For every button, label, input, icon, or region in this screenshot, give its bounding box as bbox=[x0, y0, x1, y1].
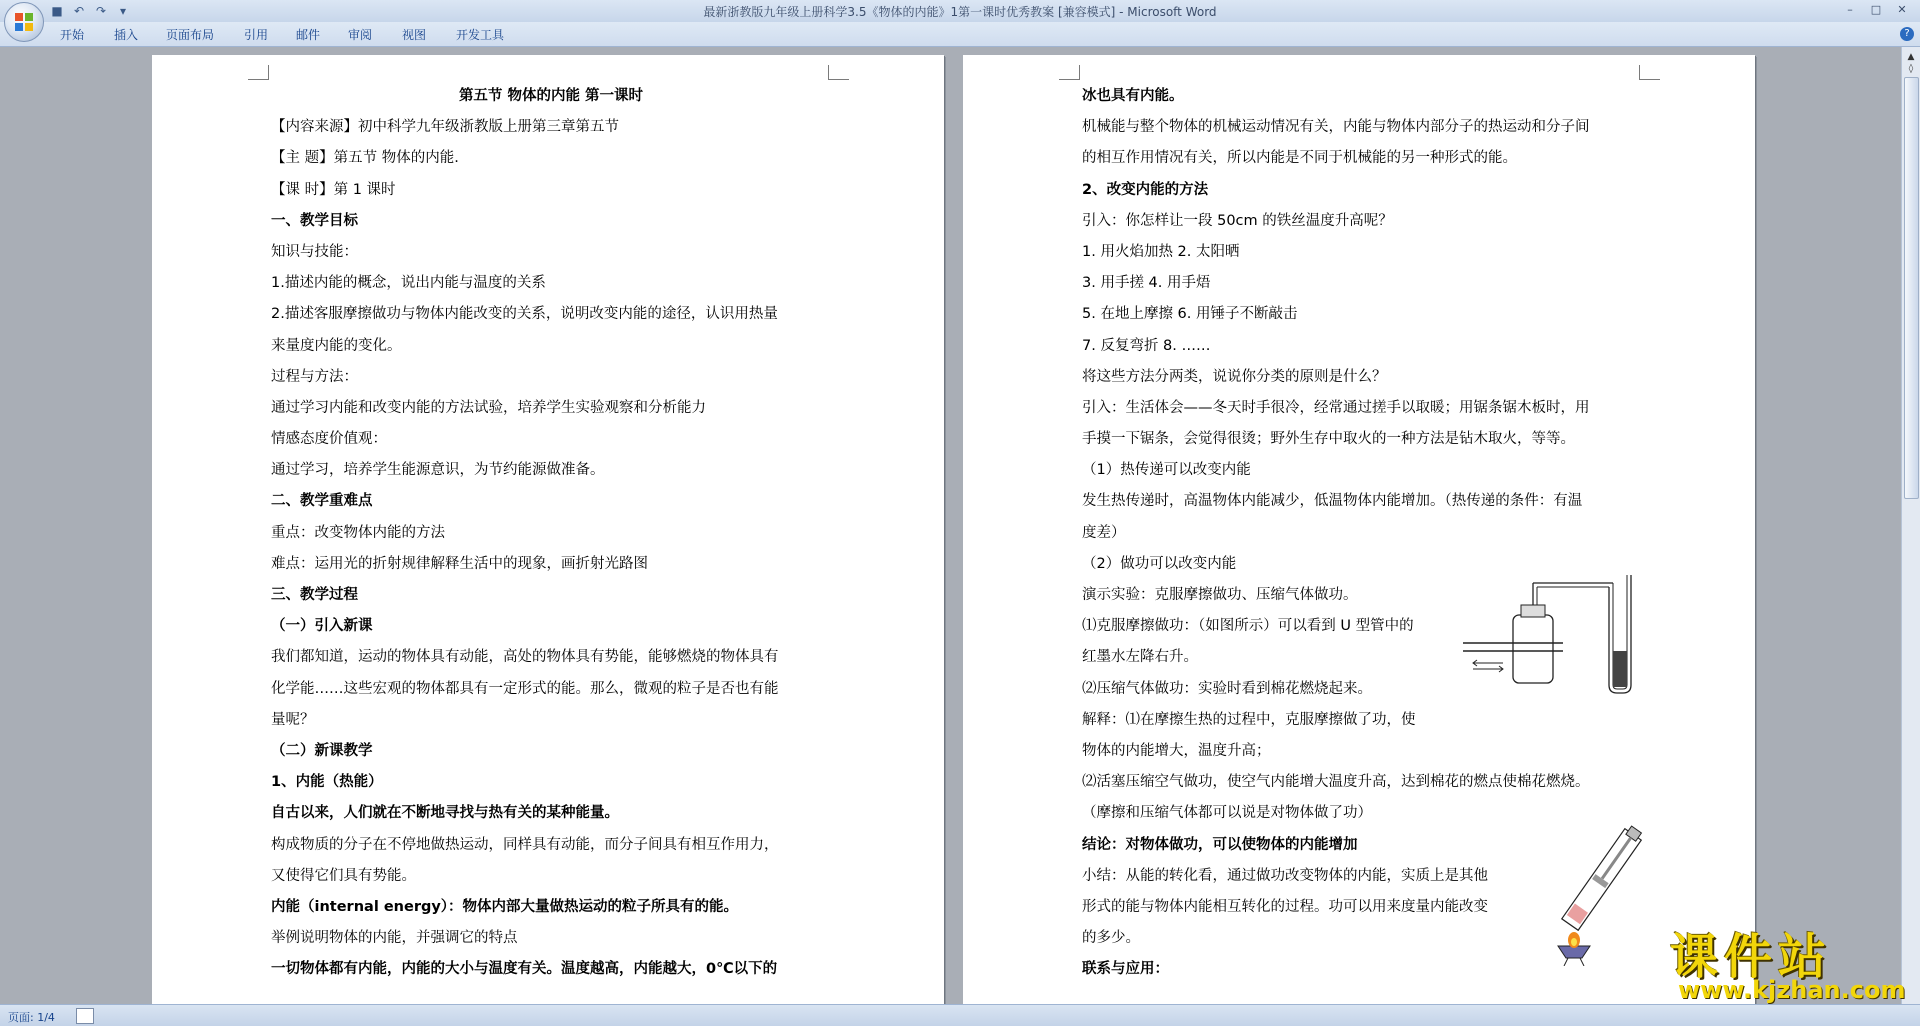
paragraph-line[interactable]: 7. 反复弯折 8. …… bbox=[1082, 337, 1211, 354]
paragraph-line[interactable]: 一切物体都有内能，内能的大小与温度有关。温度越高，内能越大，0℃以下的 bbox=[271, 961, 778, 978]
paragraph-line[interactable]: 二、教学重难点 bbox=[271, 493, 373, 510]
paragraph-line[interactable]: 我们都知道，运动的物体具有动能，高处的物体具有势能，能够燃烧的物体具有 bbox=[271, 649, 779, 666]
paragraph-line[interactable]: （二）新课教学 bbox=[271, 742, 373, 759]
paragraph-line[interactable]: 引入：生活体会——冬天时手很冷，经常通过搓手以取暖；用锯条锯木板时，用 bbox=[1082, 399, 1590, 416]
page-1-text[interactable] bbox=[271, 81, 831, 985]
watermark-logo bbox=[1670, 918, 1920, 1008]
margin-corner-mark bbox=[1059, 65, 1080, 80]
window-title: 最新浙教版九年级上册科学3.5《物体的内能》1第一课时优秀教案 [兼容模式] - Microsoft Word bbox=[703, 5, 1217, 19]
compression-syringe-figure bbox=[1528, 818, 1648, 966]
tab-mailings[interactable]: 邮件 bbox=[296, 28, 321, 42]
watermark-main-text: 课件站 bbox=[1670, 929, 1833, 985]
ribbon-tabs bbox=[0, 22, 1920, 47]
redo-icon[interactable]: ↷ bbox=[95, 4, 107, 18]
paragraph-line[interactable]: 化学能……这些宏观的物体都具有一定形式的能。那么，微观的粒子是否也有能 bbox=[271, 680, 779, 697]
paragraph-line[interactable]: 度差） bbox=[1082, 524, 1126, 541]
paragraph-line[interactable]: 构成物质的分子在不停地做热运动，同样具有动能，而分子间具有相互作用力， bbox=[271, 836, 779, 853]
margin-corner-mark bbox=[248, 65, 269, 80]
watermark-url-text: www.kjzhan.com bbox=[1678, 976, 1906, 1004]
paragraph-line[interactable]: 【课 时】第 1 课时 bbox=[271, 181, 396, 198]
paragraph-line[interactable]: 联系与应用： bbox=[1082, 961, 1169, 978]
paragraph-line[interactable]: 难点：运用光的折射规律解释生活中的现象，画折射光路图 bbox=[271, 555, 648, 572]
paragraph-line[interactable]: 形式的能与物体内能相互转化的过程。功可以用来度量内能改变 bbox=[1082, 898, 1488, 915]
paragraph-line[interactable]: 发生热传递时，高温物体内能减少，低温物体内能增加。（热传递的条件：有温 bbox=[1082, 493, 1583, 510]
paragraph-line[interactable]: 机械能与整个物体的机械运动情况有关，内能与物体内部分子的热运动和分子间 bbox=[1082, 119, 1590, 136]
paragraph-line[interactable]: 的多少。 bbox=[1082, 930, 1140, 947]
paragraph-line[interactable]: 情感态度价值观： bbox=[271, 431, 387, 448]
margin-corner-mark bbox=[828, 65, 849, 80]
friction-u-tube-figure bbox=[1463, 573, 1638, 703]
paragraph-line[interactable]: ⑴克服摩擦做功：（如图所示）可以看到 U 型管中的 bbox=[1082, 618, 1414, 635]
paragraph-line[interactable]: （一）引入新课 bbox=[271, 618, 373, 635]
paragraph-line[interactable]: （1）热传递可以改变内能 bbox=[1082, 462, 1251, 479]
paragraph-line[interactable]: 【内容来源】初中科学九年级浙教版上册第三章第五节 bbox=[271, 119, 619, 136]
paragraph-line[interactable]: 【主 题】第五节 物体的内能. bbox=[271, 150, 459, 167]
paragraph-line[interactable]: 又使得它们具有势能。 bbox=[271, 867, 416, 884]
paragraph-line[interactable]: 将这些方法分两类，说说你分类的原则是什么？ bbox=[1082, 368, 1387, 385]
paragraph-line[interactable]: 1、内能（热能） bbox=[271, 774, 383, 791]
paragraph-line[interactable]: 的相互作用情况有关，所以内能是不同于机械能的另一种形式的能。 bbox=[1082, 150, 1517, 167]
tab-home[interactable]: 开始 bbox=[60, 28, 85, 42]
paragraph-line[interactable]: 1. 用火焰加热 2. 太阳晒 bbox=[1082, 243, 1240, 260]
paragraph-line[interactable]: 举例说明物体的内能，并强调它的特点 bbox=[271, 930, 518, 947]
paragraph-line[interactable]: 来量度内能的变化。 bbox=[271, 337, 402, 354]
paragraph-line[interactable]: 5. 在地上摩擦 6. 用锤子不断敲击 bbox=[1082, 306, 1298, 323]
paragraph-line[interactable]: 重点：改变物体内能的方法 bbox=[271, 524, 445, 541]
paragraph-line[interactable]: 小结：从能的转化看，通过做功改变物体的内能，实质上是其他 bbox=[1082, 867, 1488, 884]
paragraph-line[interactable]: （摩擦和压缩气体都可以说是对物体做了功） bbox=[1082, 805, 1372, 822]
paragraph-line[interactable]: 知识与技能： bbox=[271, 243, 358, 260]
paragraph-line[interactable]: 2、改变内能的方法 bbox=[1082, 181, 1209, 198]
status-bar bbox=[0, 1004, 1920, 1026]
page-number-status[interactable]: 页面: 1/4 bbox=[8, 1011, 55, 1024]
paragraph-line[interactable]: 演示实验：克服摩擦做功、压缩气体做功。 bbox=[1082, 587, 1358, 603]
maximize-icon[interactable]: □ bbox=[1870, 3, 1882, 16]
paragraph-line[interactable]: 红墨水左降右升。 bbox=[1082, 649, 1198, 666]
paragraph-line[interactable]: 解释：⑴在摩擦生热的过程中，克服摩擦做了功，使 bbox=[1082, 711, 1416, 728]
paragraph-line[interactable]: 自古以来，人们就在不断地寻找与热有关的某种能量。 bbox=[271, 805, 619, 822]
customize-icon[interactable]: ▾ bbox=[119, 4, 127, 18]
document-title[interactable]: 第五节 物体的内能 第一课时 bbox=[458, 88, 644, 104]
page-2[interactable] bbox=[963, 55, 1755, 1004]
paragraph-line[interactable]: ⑵活塞压缩空气做功，使空气内能增大温度升高，达到棉花的燃点使棉花燃烧。 bbox=[1082, 774, 1590, 791]
ruler-toggle-icon[interactable]: ◊ bbox=[1908, 64, 1914, 74]
scrollbar-thumb[interactable] bbox=[1904, 77, 1919, 499]
paragraph-line[interactable]: 通过学习内能和改变内能的方法试验，培养学生实验观察和分析能力 bbox=[271, 399, 706, 416]
paragraph-line[interactable]: 三、教学过程 bbox=[271, 587, 358, 603]
tab-references[interactable]: 引用 bbox=[244, 28, 269, 42]
office-button[interactable] bbox=[4, 2, 44, 42]
close-icon[interactable]: ✕ bbox=[1897, 3, 1907, 16]
paragraph-line[interactable]: 手摸一下锯条，会觉得很烫；野外生存中取火的一种方法是钻木取火，等等。 bbox=[1082, 431, 1575, 448]
paragraph-line[interactable]: 物体的内能增大，温度升高； bbox=[1082, 742, 1271, 759]
paragraph-line[interactable]: 1.描述内能的概念，说出内能与温度的关系 bbox=[271, 275, 546, 292]
paragraph-line[interactable]: ⑵压缩气体做功：实验时看到棉花燃烧起来。 bbox=[1082, 680, 1372, 697]
paragraph-line[interactable]: 通过学习，培养学生能源意识，为节约能源做准备。 bbox=[271, 462, 605, 479]
margin-corner-mark bbox=[1639, 65, 1660, 80]
proofing-icon[interactable] bbox=[76, 1008, 94, 1024]
office-logo-icon bbox=[15, 13, 33, 31]
tab-insert[interactable]: 插入 bbox=[114, 28, 139, 42]
minimize-icon[interactable]: – bbox=[1847, 3, 1853, 16]
paragraph-line[interactable]: 一、教学目标 bbox=[271, 212, 358, 229]
window-controls bbox=[1838, 2, 1914, 18]
paragraph-line[interactable]: 结论：对物体做功，可以使物体的内能增加 bbox=[1082, 836, 1358, 853]
paragraph-line[interactable]: 2.描述客服摩擦做功与物体内能改变的关系，说明改变内能的途径，认识用热量 bbox=[271, 306, 778, 323]
scroll-up-icon[interactable]: ▲ bbox=[1907, 52, 1915, 62]
vertical-scrollbar[interactable] bbox=[1901, 47, 1920, 1004]
tab-view[interactable]: 视图 bbox=[402, 28, 427, 42]
page-1[interactable] bbox=[152, 55, 944, 1004]
paragraph-line[interactable]: （2）做功可以改变内能 bbox=[1082, 555, 1237, 572]
save-icon[interactable]: ■ bbox=[51, 4, 63, 18]
paragraph-line[interactable]: 引入：你怎样让一段 50cm 的铁丝温度升高呢？ bbox=[1082, 212, 1393, 229]
paragraph-line[interactable]: 量呢？ bbox=[271, 711, 315, 728]
paragraph-line[interactable]: 冰也具有内能。 bbox=[1082, 88, 1184, 104]
paragraph-line[interactable]: 过程与方法： bbox=[271, 368, 358, 385]
tab-developer[interactable]: 开发工具 bbox=[456, 28, 505, 42]
paragraph-line[interactable]: 内能（internal energy）：物体内部大量做热运动的粒子所具有的能。 bbox=[271, 898, 739, 915]
tab-review[interactable]: 审阅 bbox=[348, 28, 373, 42]
undo-icon[interactable]: ↶ bbox=[73, 4, 85, 18]
document-area[interactable] bbox=[0, 47, 1902, 1004]
title-bar bbox=[0, 0, 1920, 23]
tab-page-layout[interactable]: 页面布局 bbox=[166, 28, 215, 42]
help-icon[interactable]: ? bbox=[1900, 27, 1914, 41]
paragraph-line[interactable]: 3. 用手搓 4. 用手焐 bbox=[1082, 275, 1211, 292]
